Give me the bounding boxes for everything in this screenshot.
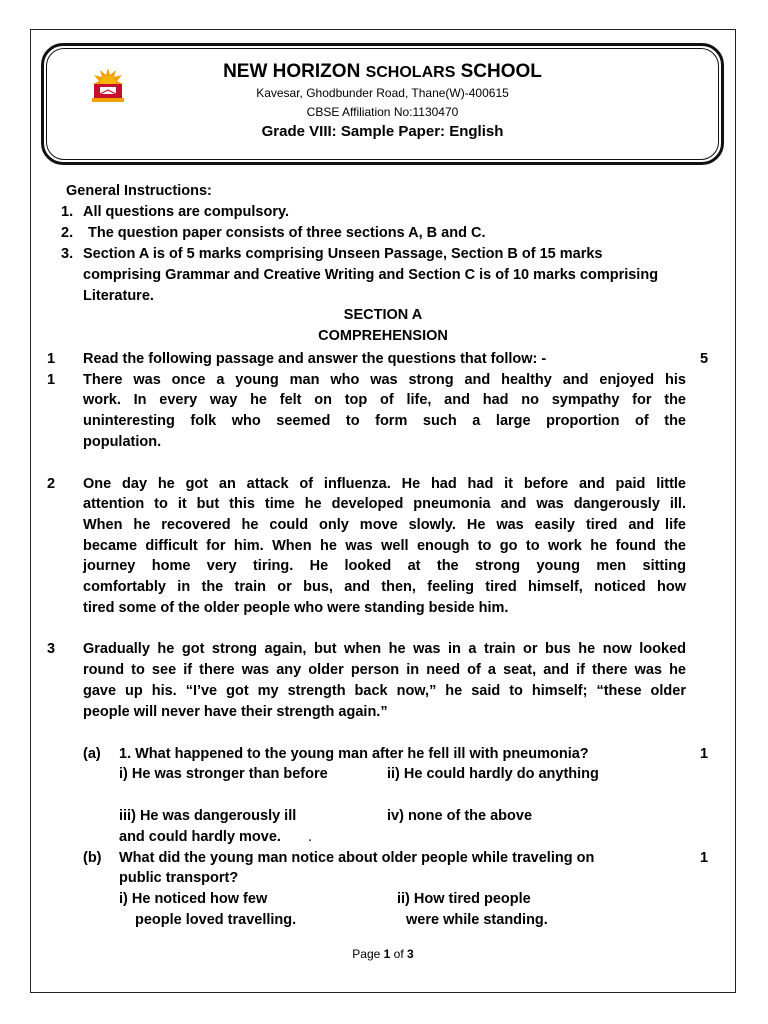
subquestion-label: (a) <box>83 746 101 762</box>
passage-line: comfortably in the train or bus, and then, feeling tired himself, noticed how <box>83 579 686 595</box>
paragraph-number: 3 <box>47 641 56 657</box>
instruction-text: Section A is of 5 marks comprising Unseen Passage, Section B of 15 marks <box>83 246 603 262</box>
paragraph-number: 2 <box>47 476 56 492</box>
section-title: SECTION A <box>343 307 423 323</box>
option-text: were while standing. <box>406 912 548 928</box>
option-text: iv) none of the above <box>387 808 533 824</box>
school-name: NEW HORIZON SCHOLARS SCHOOL <box>223 61 542 82</box>
school-address: Kavesar, Ghodbunder Road, Thane(W)-400615 <box>256 86 509 100</box>
question-number: 1 <box>47 351 56 367</box>
passage-line: population. <box>83 434 162 450</box>
subquestion-text: 1. What happened to the young man after he fell ill with pneumonia? <box>119 746 589 762</box>
passage-line: uninteresting folk who seemed to form such a large proportion of the <box>83 413 686 429</box>
subquestion-text: public transport? <box>119 870 239 886</box>
option-text: ii) How tired people <box>397 891 531 907</box>
paper-title: Grade VIII: Sample Paper: English <box>261 123 504 140</box>
passage-line: became difficult for him. When he was well enough to go to work he found the <box>83 538 686 554</box>
stray-dot: . <box>308 829 313 845</box>
instruction-text: Literature. <box>83 288 154 304</box>
option-text: iii) He was dangerously ill <box>119 808 297 824</box>
instruction-text: The question paper consists of three sections A, B and C. <box>88 225 486 241</box>
page-footer: Page 1 of 3 <box>352 947 414 961</box>
passage-line: There was once a young man who was strong and healthy and enjoyed his <box>83 372 686 388</box>
instruction-text: comprising Grammar and Creative Writing and Section C is of 10 marks comprising <box>83 267 659 283</box>
option-text: and could hardly move. <box>119 829 281 845</box>
option-text: i) He noticed how few <box>119 891 268 907</box>
subquestion-text: What did the young man notice about older people while traveling on <box>119 850 595 866</box>
option-text: ii) He could hardly do anything <box>387 766 599 782</box>
instruction-number: 1. <box>61 204 74 220</box>
subquestion-marks: 1 <box>700 850 709 866</box>
section-subtitle: COMPREHENSION <box>318 328 448 344</box>
passage-line: Gradually he got strong again, but when he was in a train or bus he now looked <box>83 641 686 657</box>
question-text: Read the following passage and answer the questions that follow: - <box>83 351 547 367</box>
paragraph-number: 1 <box>47 372 56 388</box>
passage-line: people will never have their strength again.” <box>83 704 388 720</box>
passage-line: gave up his. “I’ve got my strength back now,” he said to himself; “these older <box>83 683 686 699</box>
instruction-number: 2. <box>61 225 74 241</box>
passage-line: When he recovered he could only move slowly. He was easily tired and life <box>83 517 686 533</box>
instruction-number: 3. <box>61 246 74 262</box>
passage-line: One day he got an attack of influenza. He had had it before and paid little <box>83 476 686 492</box>
option-text: people loved travelling. <box>135 912 297 928</box>
passage-line: round to see if there was any older person in need of a seat, and if there was he <box>83 662 686 678</box>
instructions-heading: General Instructions: <box>66 183 212 199</box>
passage-line: attention to it but this time he developed pneumonia and was dangerously ill. <box>83 496 686 512</box>
option-text: i) He was stronger than before <box>119 766 328 782</box>
instruction-text: All questions are compulsory. <box>83 204 290 220</box>
question-marks: 5 <box>700 351 709 367</box>
passage-line: tired some of the older people who were standing beside him. <box>83 600 509 616</box>
passage-line: journey home very tiring. He looked at the strong young men sitting <box>83 558 686 574</box>
passage-line: work. In every way he felt on top of life, and had no sympathy for the <box>83 392 686 408</box>
cbse-affiliation: CBSE Affiliation No:1130470 <box>306 105 459 119</box>
subquestion-label: (b) <box>83 850 102 866</box>
subquestion-marks: 1 <box>700 746 709 762</box>
